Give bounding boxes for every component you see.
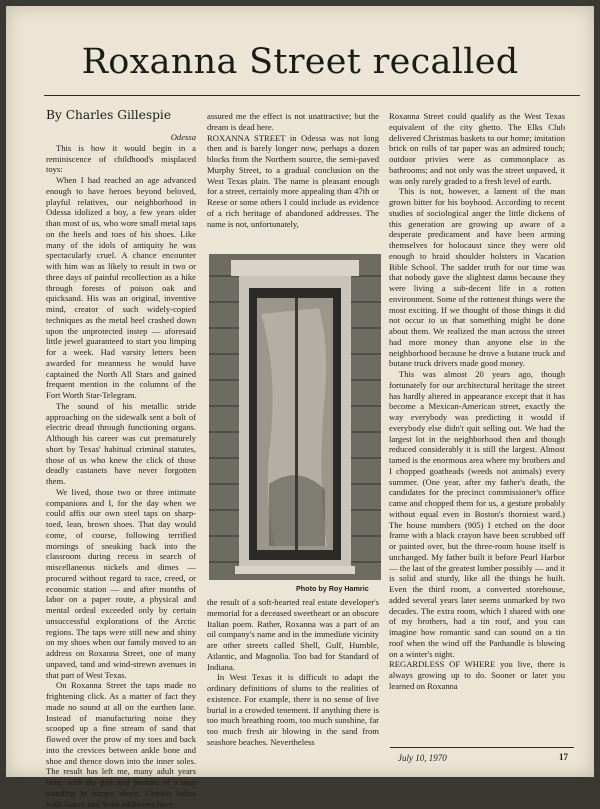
column-2-top [207, 111, 379, 229]
paragraph: The sound of his metallic stride approaching on the sidewalk sent a bolt of electric dread through functioning organs. Although his career was cut prematurely short by Texas' habitual criminal statutes, those of us who knew the click of those deadly castanets have never forgotten them. [46, 400, 196, 486]
paragraph: We lived, those two or three intimate companions and I, for the day when we could affix our own steel taps on sharp-toed, lean, brown shoes. That day would come, of course, following terrified mornings of sneaking back into the classroom during recess in search of miscellaneous nickels and dimes — procured without regard to race, creed, or economic station — and after months of labor on a paper route, a physical and mental ordeal exceeded only by certain unsuccessful explorations of the Arctic regions. The taps were still new and shiny on my shoes when our family moved to an address on Roxanna Street, one of many unpaved, tand and wind-strewn avenues in that part of West Texas. [46, 486, 196, 680]
paragraph: REGARDLESS OF WHERE you live, there is always growing up to do. Sooner or later you learned on Roxanna [389, 659, 565, 691]
photo-credit: Photo by Roy Hamric [296, 584, 369, 593]
paragraph: This was almost 20 years ago, though fortunately for our architectural heritage the street has hardly altered in appearance except that it has become a Mexican-American street, exactly the way everybody was predicting it would if everybody else didn't quit selling out. We had the largest lot in the neighborhood then and though reduced considerably it is still the largest. Almost tamed is the enormous area where my brothers and I chopped goatheads (weeds not animals) every summer. (One year, after my father's death, the candidates for the precinct commissioner's office came and chopped them for us, a gesture probably without equal even in Boston's thorniest ward.) The house numbers (905) I etched on the door frame with a black crayon have been scrubbed off or painted over, but the three-room house itself is unchanged. My father built it before Pearl Harbor — the last of the greatest lumber possibly — and it is solid and sturdy, like all the things he built. Even the third room, a converted storehouse, added several years later seems unmarked by two decades. The extra room, which I shared with one of my brothers, had a tin roof, and you can imagine how romantic sand can sound on a tin roof when the wind off the Panhandle is blowing on a winter's night. [389, 369, 565, 659]
column-2-bottom [207, 597, 379, 748]
doorway-photo [209, 254, 381, 580]
footer-rule [390, 747, 574, 748]
paragraph: When I had reached an age advanced enough to have heroes beyond beloved, playful relatives, our neighborhood in Odessa idolized a boy, a few years older than most of us, who wore small metal taps on the heels and toes of his shoes. Like many of the idols of antiquity he was spectacularly cruel. A chance encounter with him was as likely to result in two or three days of painful recollection as a hike through forests of poison oak and quicksand. His was an original, inventive mind, creator of such widely-copied techniques as the metal heel crashed down upon the unprotected instep — aforesaid little jewel guaranteed to start you limping for a week. Had varsity letters been awarded for meanness he would have captained the North All Stars and gained frequent mention in the columns of the Fort Worth Star-Telegram. [46, 175, 196, 400]
paragraph: Roxanna Street could qualify as the West Texas equivalent of the city ghetto. The Elks Club delivered Christmas baskets to our home; imitation brick on rolls of tar paper was an admired touch; outdoor privies were as commonplace as bathrooms; and not only was the street unpaved, it was only rarely graded to a fresh level of earth. [389, 111, 565, 186]
article-title: Roxanna Street recalled [81, 42, 519, 82]
column-3 [389, 111, 565, 692]
paragraph: the result of a soft-hearted real estate developer's memorial for a deceased sweetheart or an obscure Italian poem. Rather, Roxanna was a part of an oil company's name and in the immediate vicinity are other streets called Shell, Gulf, Humble, Atlantic, and Magnolia. Too bad for Standard of Indiana. [207, 597, 379, 672]
title-rule [44, 95, 580, 96]
photo-image [209, 254, 381, 580]
paragraph: On Roxanna Street the taps made no frightening click. As a matter of fact they made no sound at all on the earthen lane. Instead of manufacturing noise they scooped up a fine stream of sand that flowed over the prow of my toes and back into the crevices between ankle bone and shoe and thence down into the inner soles. The result has left me, many adult years later, with the gait and posture of a man standing in lumpy shoes. Certain ladies with Juarez and Soho addresses have [46, 680, 196, 809]
magazine-page [6, 6, 594, 809]
byline: By Charles Gillespie [46, 108, 172, 122]
issue-date: July 10, 1970 [398, 753, 447, 763]
paragraph: assured me the effect is not unattractive; but the dream is dead here. [207, 111, 379, 132]
paragraph: This is not, however, a lament of the man grown bitter for his boyhood. According to recent studies of sociological anger the little dickens of this generation are growing up aware of a desperate predicament and have been arming themselves for holocaust since they were old enough to braid shoulder holsters in Vacation Bible School. The sadder truth for our time was that nobody gave the slightest damn because they were living a sub-decent life in a rotten environment. Some of the rottenest things were the most exciting. If we thought of those things it did not occur to us that something might be done about them. We realized the man across the street had more money than anyone else in the neighborhood because he drove a butane truck and butane truck drivers made good money. [389, 186, 565, 369]
column-1 [46, 132, 196, 809]
paragraph: This is how it would begin in a reminiscence of childhood's misplaced toys: [46, 142, 196, 175]
paragraph: In West Texas it is difficult to adapt the ordinary definitions of slums to the realities of existence. For example, there is no sense of live burial in a crowded tenement. If anything there is too much breathing room, too much sunshine, far too much fresh air blowing in the sand from seashore beaches. Nevertheless [207, 672, 379, 747]
paragraph: ROXANNA STREET in Odessa was not long then and is barely longer now, perhaps a dozen blocks from the Northern source, the semi-paved Murphy Street, to a gradual conclusion on the West Texas plain. The name is pleasant enough for a street, certainly more appealing than 47th or Reese or some others I could include as evidence of a rich heritage of abandoned addresses. The name is not, unfortunately, [207, 132, 379, 229]
page-number: 17 [559, 752, 568, 762]
dateline: Odessa [170, 132, 196, 142]
